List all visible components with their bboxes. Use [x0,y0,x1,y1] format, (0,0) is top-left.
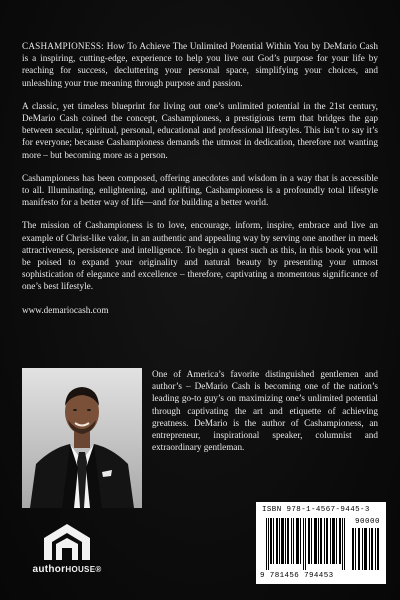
paragraph-composition: Cashampioness has been composed, offering anecdotes and wisdom in a way that is accessible to all. Illuminating, enlightening, and uplifting, Cashampioness is a profoundly total lifestyle manifesto for a better way of life—and for building a better world. [22,172,378,208]
publisher-logo [22,520,112,580]
publisher-name-house: HOUSE [65,565,96,574]
paragraph-concept: A classic, yet timeless blueprint for living out one’s unlimited potential in the 21st century, DeMario Cash coined the concept, Cashampioness, a prestigious term that bridges the gap between secular, spiritual, personal, educational and professional lifestyles. This isn’t to say it’s for everyone; because Cashampioness demands the utmost in dedication, therefore not wanting more – but becoming more as a person. [22,100,378,160]
registered-mark: ® [95,565,102,574]
isbn-barcode [256,502,386,584]
author-bio: One of America’s favorite distinguished gentlemen and author’s – DeMario Cash is becoming one of the nation’s leading go-to guy’s on maximizing one’s unlimited potential through captivating the art and etiquette of achieving greatness. DeMario is the author of Cashampioness, an entrepreneur, inspirational speaker, columnist and extraordinary gentleman. [152,369,378,453]
price-code: 90000 [354,518,380,526]
intro-paragraph [22,40,378,89]
barcode-digits: 9 781456 794453 [260,572,334,580]
description-block [22,40,378,327]
paragraph-mission: The mission of Cashampioness is to love, encourage, inform, inspire, embrace and live an example of Christ-like valor, in an authentic and appealing way by serving one another in meek attractiveness, persistence and intelligence. To begin a quest such as this, in this book you will be poised to expand your originality and natural beauty by presenting your utmost sophistication of elegance and excellence – therefore, captivating a momentous significance of one’s best lifestyle. [22,220,378,292]
publisher-name [22,564,112,575]
price-barcode-icon [352,528,380,570]
author-section [22,368,378,508]
website-url: www.demariocash.com [22,304,109,315]
book-title-lead: CASHAMPIONESS: [22,41,104,51]
barcode-icon [266,518,346,570]
authorhouse-icon [22,520,112,564]
author-portrait-illustration [22,368,142,508]
publisher-name-main: author [32,564,66,575]
isbn-number: ISBN 978-1-4567-9445-3 [262,506,370,514]
author-photo [22,368,142,508]
intro-text: How To Achieve The Unlimited Potential Within You by DeMario Cash is a inspiring, cutting-edge, experience to help you live out God’s purpose for your life by reaching for success, decluttering your personal space, simplifying your choices, and unleashing your true meaning through purpose and passion. [22,41,378,88]
